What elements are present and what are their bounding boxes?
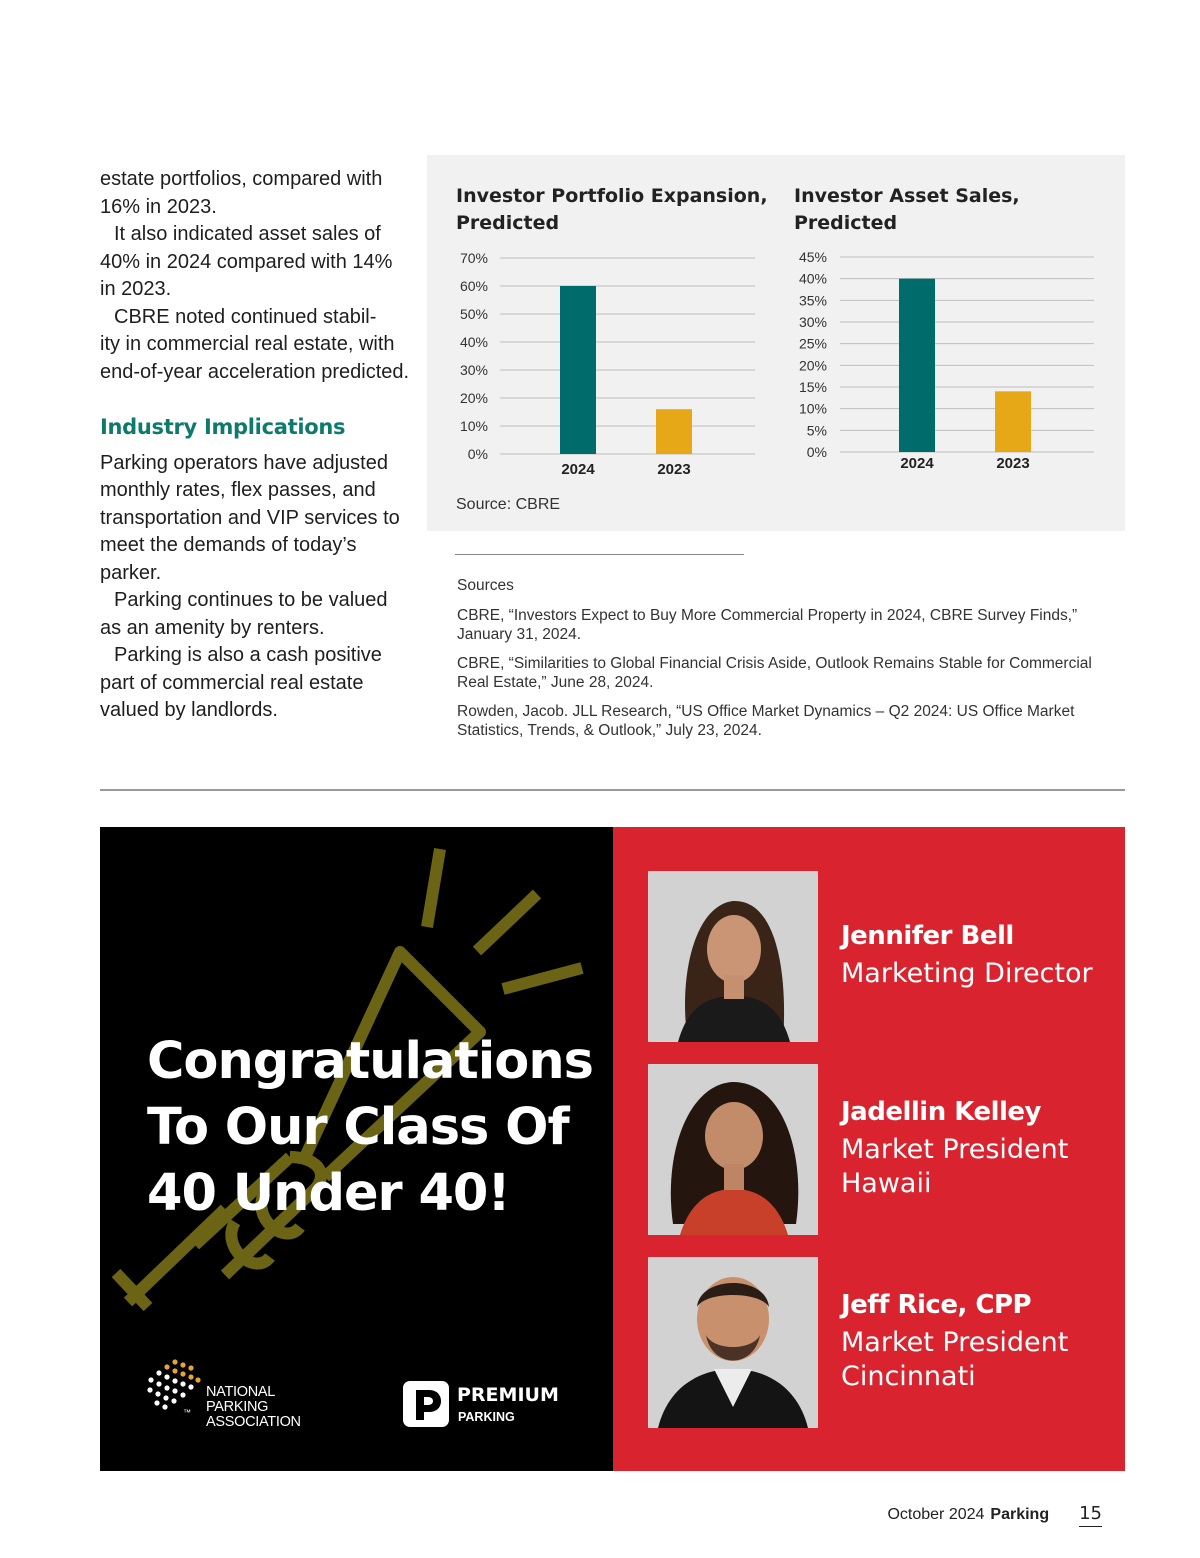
honoree-role-line: Marketing Director bbox=[841, 958, 1093, 989]
sources-divider bbox=[455, 554, 744, 555]
portrait-photo bbox=[648, 1257, 818, 1428]
x-tick-label: 2023 bbox=[996, 455, 1030, 472]
page-divider bbox=[100, 789, 1125, 791]
npa-trademark: ™ bbox=[183, 1408, 191, 1417]
paragraph-4: Parking operators have adjusted monthly rates, flex passes, and transportation and VIP services to meet the demands of today’s parker. bbox=[100, 451, 400, 584]
chart-source: Source: CBRE bbox=[456, 496, 561, 513]
chart-2-title-line1: Investor Asset Sales, bbox=[794, 185, 1020, 207]
honoree-name: Jennifer Bell bbox=[841, 921, 1014, 951]
y-tick-label: 30% bbox=[798, 314, 827, 330]
sources-block bbox=[457, 576, 1097, 750]
x-tick-label: 2024 bbox=[900, 455, 934, 472]
premium-parking-logo bbox=[403, 1381, 573, 1431]
paragraph-6: Parking is also a cash positive part of commercial real estate valued by landlords. bbox=[100, 644, 382, 721]
y-tick-label: 5% bbox=[806, 422, 827, 439]
y-tick-label: 0% bbox=[806, 444, 827, 460]
honoree-role bbox=[841, 1133, 1068, 1201]
premium-sub: PARKING bbox=[458, 1410, 515, 1424]
y-tick-label: 25% bbox=[798, 335, 827, 352]
bar-2024 bbox=[899, 279, 935, 452]
honoree-card bbox=[648, 1257, 1108, 1428]
honoree-role-line: Cincinnati bbox=[841, 1361, 976, 1392]
honoree-card bbox=[648, 1064, 1108, 1235]
paragraph-1: estate portfolios, compared with 16% in 2023. bbox=[100, 168, 383, 218]
honoree-role bbox=[841, 1326, 1068, 1394]
ad-headline bbox=[147, 1029, 607, 1227]
chart-1-title-line1: Investor Portfolio Expansion, bbox=[456, 185, 768, 207]
y-tick-label: 50% bbox=[459, 306, 488, 322]
chart-2-asset-sales bbox=[767, 245, 1125, 495]
npa-line: ASSOCIATION bbox=[206, 1414, 301, 1430]
honoree-name: Jeff Rice, CPP bbox=[841, 1290, 1032, 1320]
ad-left-panel bbox=[100, 827, 613, 1471]
sources-heading: Sources bbox=[457, 577, 514, 594]
paragraph-3-line1: CBRE noted continued stabil- bbox=[114, 305, 377, 328]
page-footer bbox=[887, 1503, 1102, 1524]
y-tick-label: 40% bbox=[798, 270, 827, 287]
y-tick-label: 40% bbox=[459, 334, 488, 350]
premium-name: PREMIUM bbox=[457, 1384, 559, 1406]
y-tick-label: 70% bbox=[459, 250, 488, 266]
npa-wordmark bbox=[206, 1385, 301, 1430]
chart-1-title bbox=[456, 183, 768, 237]
paragraph-5: Parking continues to be valued as an amenity by renters. bbox=[100, 589, 388, 639]
premium-p-icon bbox=[403, 1381, 449, 1427]
honoree-card bbox=[648, 871, 1108, 1042]
page-number: 15 bbox=[1079, 1503, 1102, 1527]
paragraph-3-rest: ity in commercial real estate, with end-of-year acceleration predicted. bbox=[100, 333, 410, 383]
chart-2-title-line2: Predicted bbox=[794, 212, 898, 234]
y-tick-label: 10% bbox=[798, 400, 827, 417]
y-tick-label: 60% bbox=[459, 278, 488, 294]
article-left-column bbox=[100, 166, 410, 725]
y-tick-label: 10% bbox=[459, 418, 488, 434]
ad-headline-line: Congratulations bbox=[147, 1032, 593, 1091]
npa-logo bbox=[145, 1357, 365, 1437]
paragraph-3 bbox=[100, 304, 410, 387]
honoree-name: Jadellin Kelley bbox=[841, 1097, 1041, 1127]
issue-date: October 2024 bbox=[887, 1506, 985, 1523]
y-tick-label: 20% bbox=[459, 390, 488, 406]
y-tick-label: 15% bbox=[798, 379, 827, 395]
bar-2024 bbox=[560, 286, 596, 454]
y-tick-label: 35% bbox=[798, 292, 827, 309]
chart-2-title bbox=[794, 183, 1020, 237]
honoree-role-line: Hawaii bbox=[841, 1168, 932, 1199]
npa-dots-icon bbox=[145, 1357, 205, 1417]
chart-panel bbox=[427, 155, 1125, 531]
source-item: Rowden, Jacob. JLL Research, “US Office Market Dynamics – Q2 2024: US Office Market Statistics, Trends, & Outlook,” July 23, 2024. bbox=[457, 702, 1075, 739]
y-tick-label: 45% bbox=[798, 249, 827, 265]
honoree-role-line: Market President bbox=[841, 1327, 1069, 1358]
portrait-photo bbox=[648, 871, 818, 1042]
x-tick-label: 2023 bbox=[657, 461, 691, 478]
section-heading: Industry Implications bbox=[100, 415, 346, 439]
portrait-photo bbox=[648, 1064, 818, 1235]
y-tick-label: 30% bbox=[459, 362, 488, 378]
ad-headline-line: 40 Under 40! bbox=[147, 1164, 510, 1223]
y-tick-label: 0% bbox=[467, 446, 488, 462]
chart-1-portfolio-expansion bbox=[427, 245, 767, 495]
paragraph-2: It also indicated asset sales of 40% in 2024 compared with 14% in 2023. bbox=[100, 223, 393, 300]
magazine-name: Parking bbox=[990, 1506, 1050, 1523]
source-item: CBRE, “Investors Expect to Buy More Commercial Property in 2024, CBRE Survey Finds,” January 31, 2024. bbox=[457, 606, 1078, 643]
honoree-role bbox=[841, 957, 1093, 991]
source-item: CBRE, “Similarities to Global Financial Crisis Aside, Outlook Remains Stable for Commercial Real Estate,” June 28, 2024. bbox=[457, 654, 1092, 691]
ad-headline-line: To Our Class Of bbox=[147, 1098, 569, 1157]
y-tick-label: 20% bbox=[798, 357, 827, 374]
npa-line: NATIONAL bbox=[206, 1384, 276, 1400]
ad-right-panel bbox=[613, 827, 1125, 1471]
honoree-role-line: Market President bbox=[841, 1134, 1069, 1165]
npa-line: PARKING bbox=[206, 1399, 269, 1415]
bar-2023 bbox=[656, 409, 692, 454]
bar-2023 bbox=[995, 391, 1031, 452]
x-tick-label: 2024 bbox=[561, 461, 595, 478]
chart-1-title-line2: Predicted bbox=[456, 212, 560, 234]
